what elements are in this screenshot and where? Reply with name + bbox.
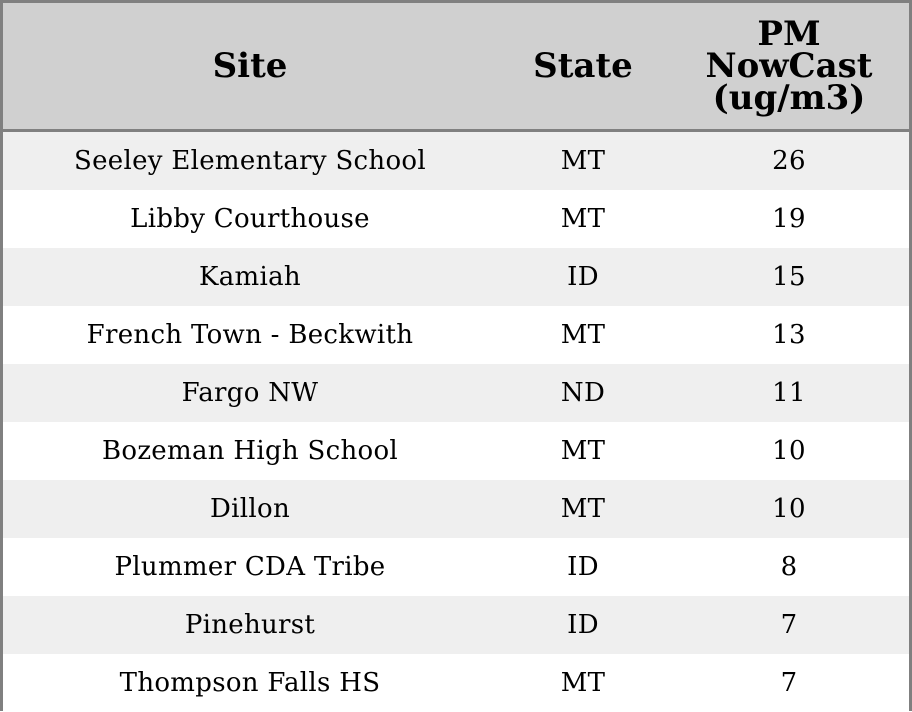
cell-site: Pinehurst <box>184 610 316 640</box>
cell-state: ID <box>567 552 599 582</box>
cell-pm-nowcast: 7 <box>780 610 798 640</box>
cell-site: Bozeman High School <box>101 436 399 466</box>
cell-site: Seeley Elementary School <box>74 146 426 176</box>
header-state-label: State <box>533 46 633 86</box>
cell-site: French Town - Beckwith <box>86 320 414 350</box>
cell-pm-nowcast: 15 <box>772 262 806 292</box>
cell-state: MT <box>560 668 606 698</box>
table-row <box>3 654 909 712</box>
header-pm-line-2: NowCast <box>705 46 873 86</box>
cell-pm-nowcast: 8 <box>780 552 798 582</box>
cell-site: Fargo NW <box>181 378 319 408</box>
cell-site: Kamiah <box>199 262 301 292</box>
cell-site: Dillon <box>210 494 290 524</box>
cell-pm-nowcast: 13 <box>772 320 806 350</box>
table-row <box>3 306 909 364</box>
table-row <box>3 538 909 596</box>
table-row <box>3 248 909 306</box>
header-site <box>3 3 497 129</box>
table-row <box>3 422 909 480</box>
table-row <box>3 190 909 248</box>
cell-site: Libby Courthouse <box>130 204 370 234</box>
table-body <box>3 132 909 712</box>
cell-pm-nowcast: 10 <box>772 494 806 524</box>
cell-state: ID <box>567 262 599 292</box>
cell-pm-nowcast: 19 <box>772 204 806 234</box>
cell-state: ID <box>567 610 599 640</box>
cell-pm-nowcast: 11 <box>772 378 806 408</box>
cell-pm-nowcast: 10 <box>772 436 806 466</box>
cell-state: MT <box>560 320 606 350</box>
cell-state: MT <box>560 436 606 466</box>
cell-state: MT <box>560 204 606 234</box>
header-pm-line-1: PM <box>757 14 821 54</box>
table-row <box>3 364 909 422</box>
cell-state: MT <box>560 146 606 176</box>
table-row <box>3 596 909 654</box>
cell-site: Plummer CDA Tribe <box>114 552 386 582</box>
cell-state: ND <box>560 378 606 408</box>
cell-pm-nowcast: 26 <box>772 146 806 176</box>
header-pm-line-3: (ug/m3) <box>712 78 866 118</box>
header-site-label: Site <box>212 46 288 86</box>
table-row <box>3 132 909 190</box>
cell-site: Thompson Falls HS <box>119 668 381 698</box>
header-pm-nowcast <box>669 3 909 129</box>
cell-pm-nowcast: 7 <box>780 668 798 698</box>
header-state <box>497 3 669 129</box>
cell-state: MT <box>560 494 606 524</box>
table-header-row <box>3 3 909 132</box>
table-row <box>3 480 909 538</box>
header-pm-nowcast-lines <box>705 14 873 118</box>
